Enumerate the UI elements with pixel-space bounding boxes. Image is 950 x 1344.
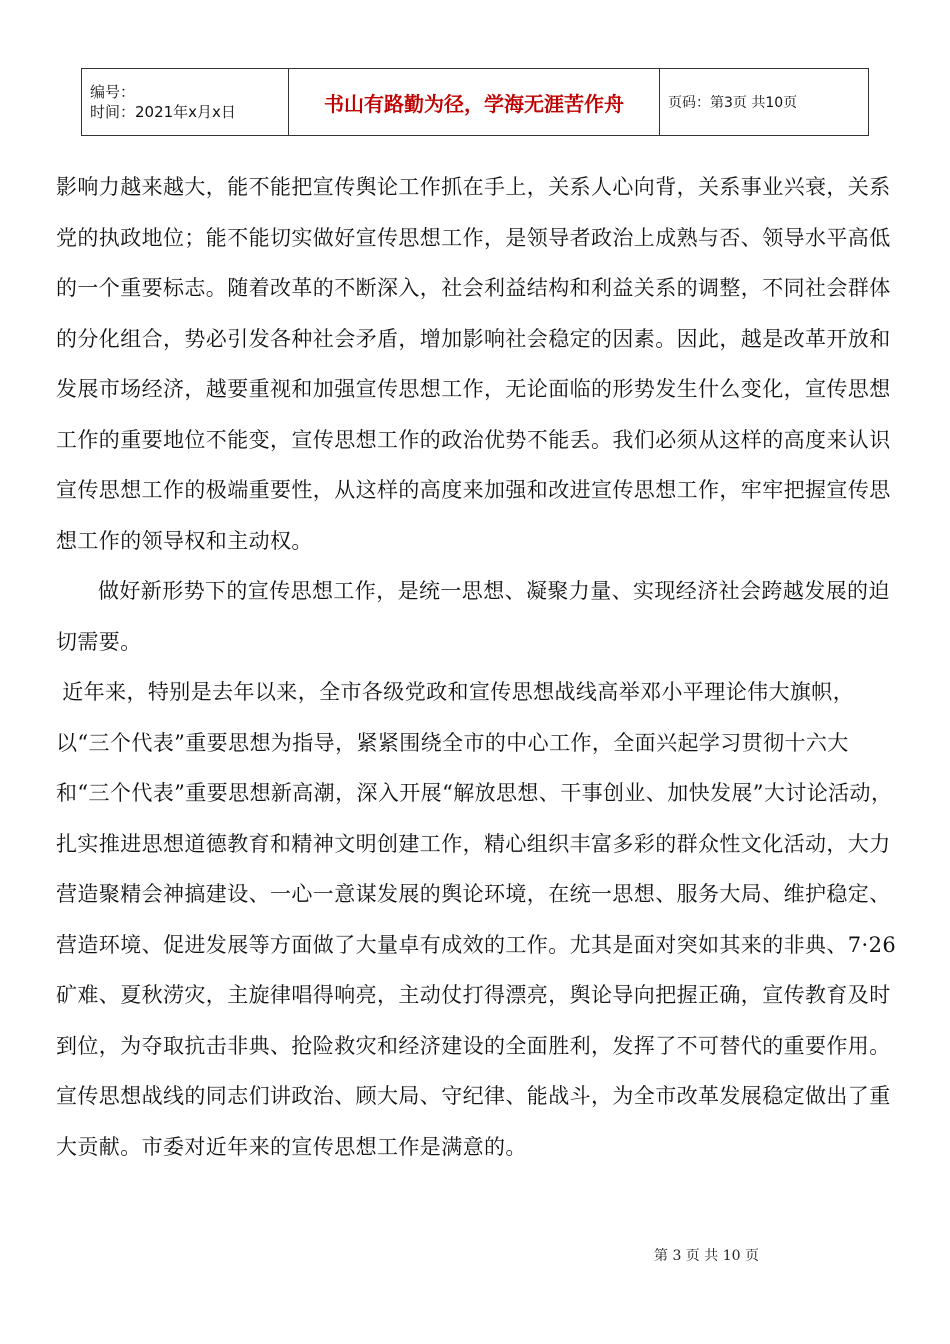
- header-page-info: 页码：第3页 共10页: [660, 69, 869, 136]
- header-table: [81, 68, 869, 136]
- header-meta-cell: [82, 69, 289, 136]
- document-body: [56, 162, 902, 1172]
- header-motto: 书山有路勤为径，学海无涯苦作舟: [289, 69, 660, 136]
- page-footer: 第 3 页 共 10 页: [654, 1248, 759, 1264]
- paragraph-1: 影响力越来越大，能不能把宣传舆论工作抓在手上，关系人心向背，关系事业兴衰，关系党的执政地位；能不能切实做好宣传思想工作，是领导者政治上成熟与否、领导水平高低的一个重要标志。随着改革的不断深入，社会利益结构和利益关系的调整，不同社会群体的分化组合，势必引发各种社会矛盾，增加影响社会稳定的因素。因此，越是改革开放和发展市场经济，越要重视和加强宣传思想工作，无论面临的形势发生什么变化，宣传思想工作的重要地位不能变，宣传思想工作的政治优势不能丢。我们必须从这样的高度来认识宣传思想工作的极端重要性，从这样的高度来加强和改进宣传思想工作，牢牢把握宣传思想工作的领导权和主动权。: [56, 175, 891, 553]
- document-number-label: 编号：: [90, 83, 136, 101]
- paragraph-3: 近年来，特别是去年以来，全市各级党政和宣传思想战线高举邓小平理论伟大旗帜，以“三个代表”重要思想为指导，紧紧围绕全市的中心工作，全面兴起学习贯彻十六大和“三个代表”重要思想新高潮，深入开展“解放思想、干事创业、加快发展”大讨论活动，扎实推进思想道德教育和精神文明创建工作，精心组织丰富多彩的群众性文化活动，大力营造聚精会神搞建设、一心一意谋发展的舆论环境，在统一思想、服务大局、维护稳定、营造环境、促进发展等方面做了大量卓有成效的工作。尤其是面对突如其来的非典、7·26矿难、夏秋涝灾，主旋律唱得响亮，主动仗打得漂亮，舆论导向把握正确，宣传教育及时到位，为夺取抗击非典、抢险救灾和经济建设的全面胜利，发挥了不可替代的重要作用。宣传思想战线的同志们讲政治、顾大局、守纪律、能战斗，为全市改革发展稳定做出了重大贡献。市委对近年来的宣传思想工作是满意的。: [56, 680, 897, 1159]
- paragraph-2: 做好新形势下的宣传思想工作，是统一思想、凝聚力量、实现经济社会跨越发展的迫切需要。: [56, 579, 890, 654]
- document-time-label: 时间：2021年x月x日: [90, 103, 236, 121]
